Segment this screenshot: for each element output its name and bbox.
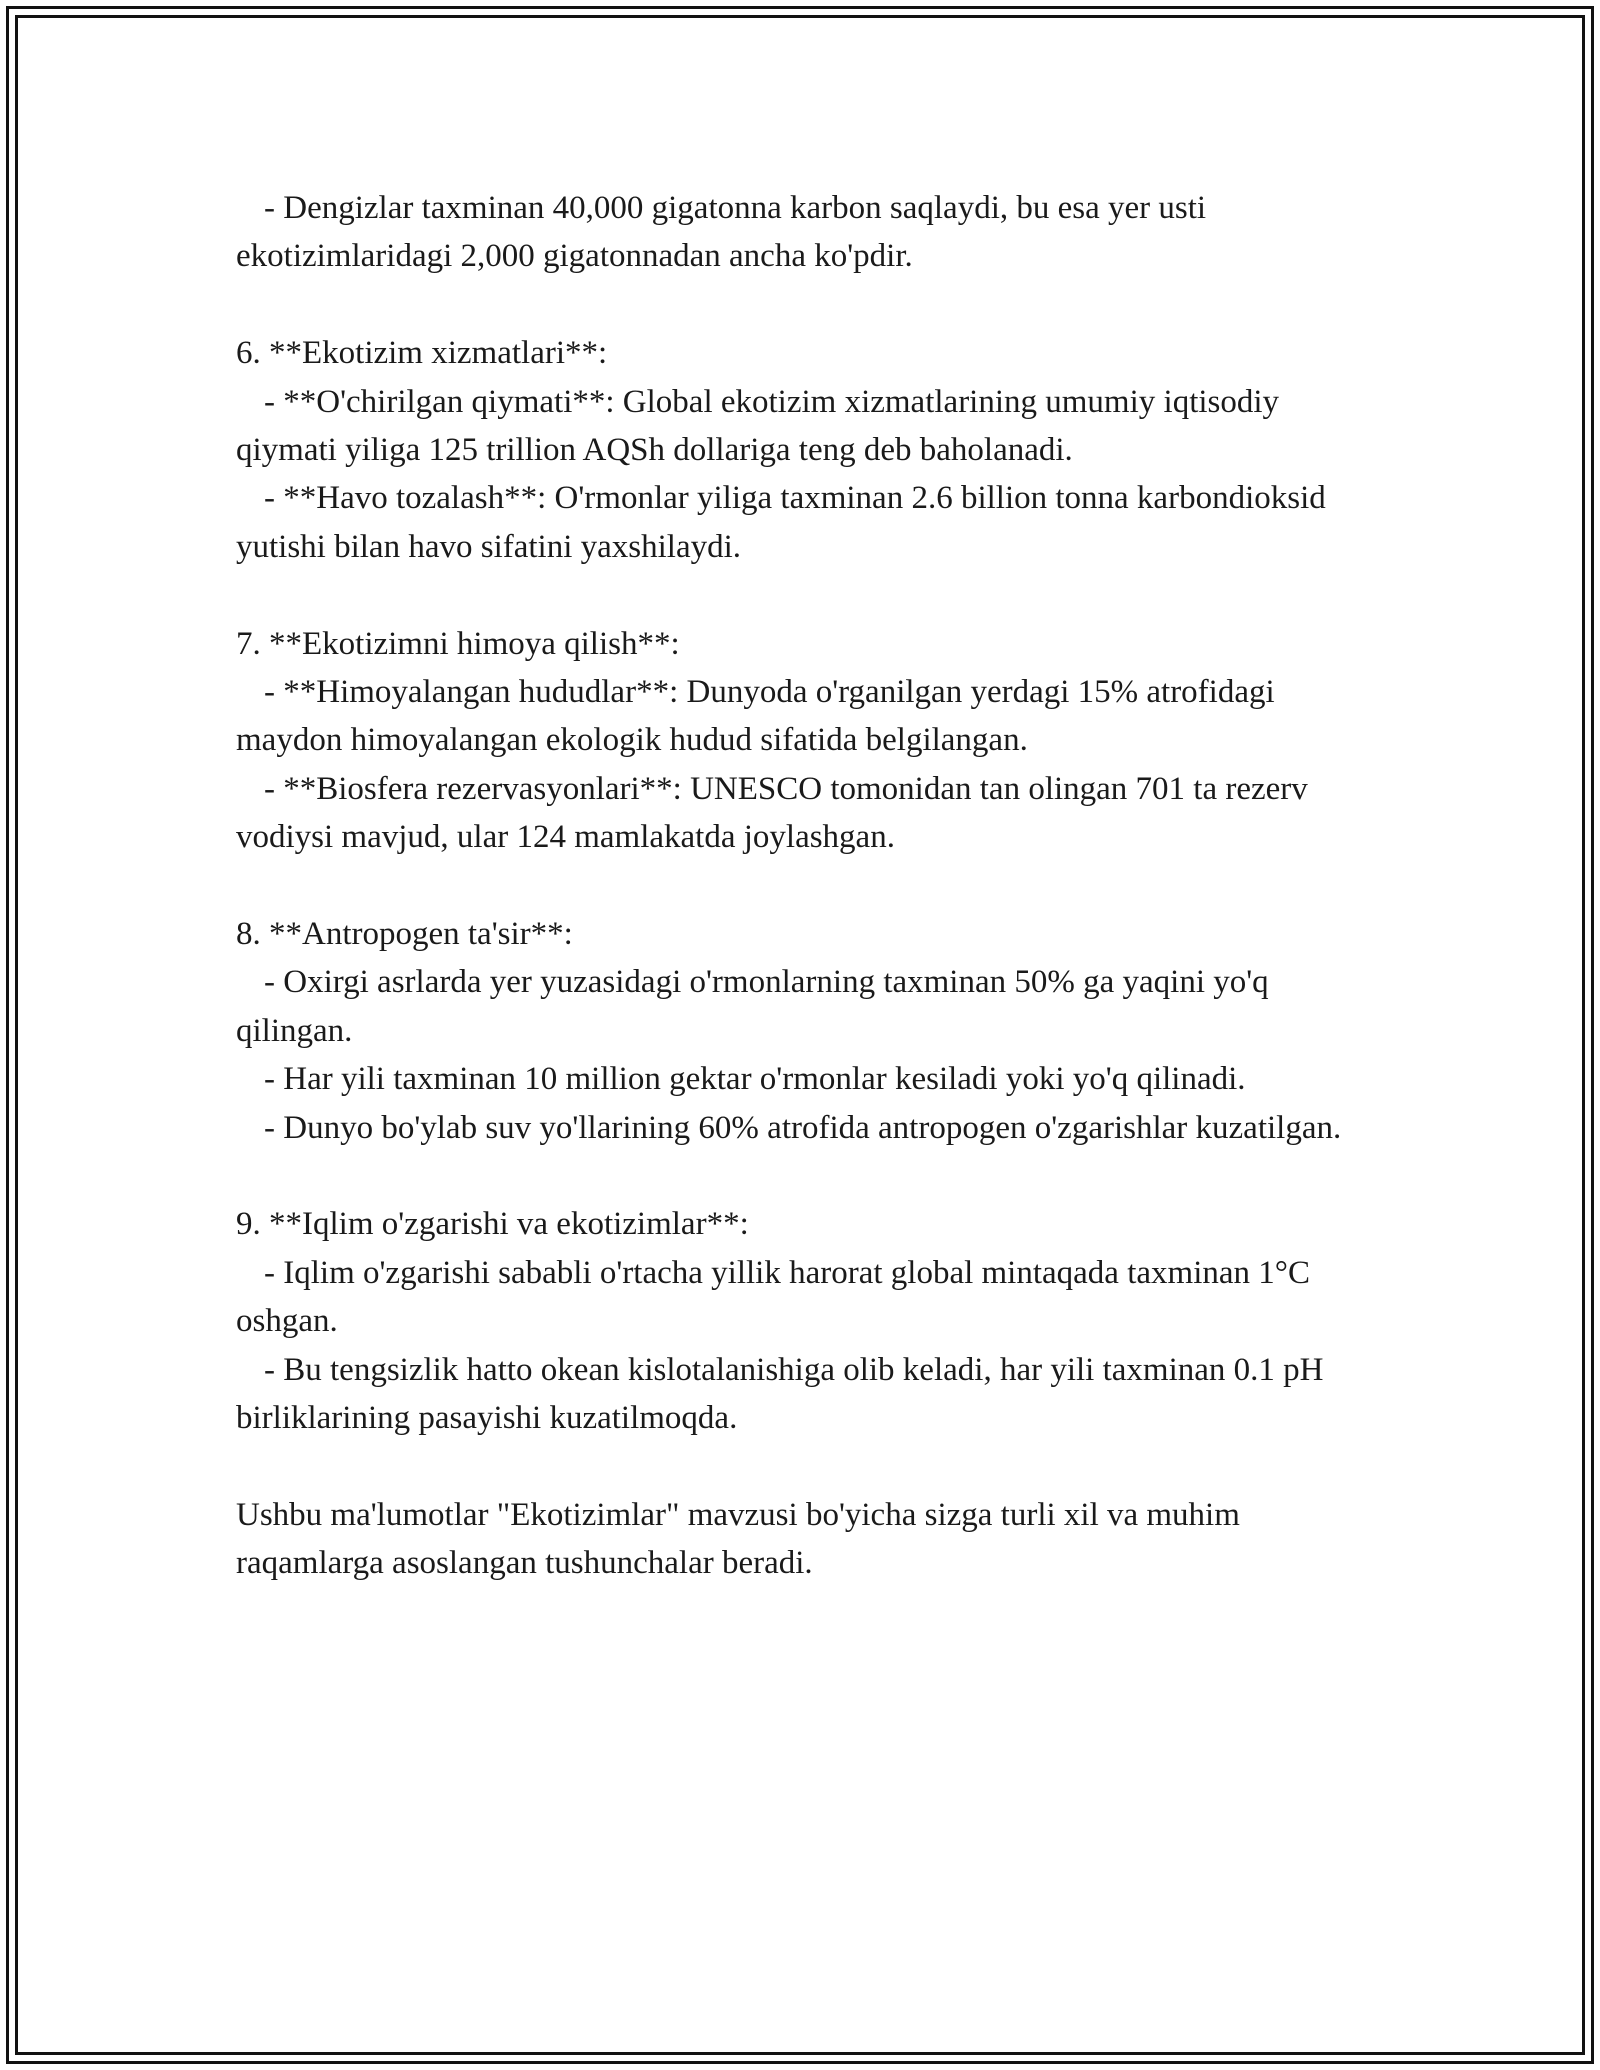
section-heading-climate-change: 9. **Iqlim o'zgarishi va ekotizimlar**: xyxy=(236,1206,749,1243)
section-heading-ecosystem-protection: 7. **Ekotizimni himoya qilish**: xyxy=(236,625,680,662)
paragraph-spacer xyxy=(236,571,1376,619)
conclusion-paragraph: Ushbu ma'lumotlar "Ekotizimlar" mavzusi bo'yicha sizga turli xil va muhim raqamlarga asoslangan tushunchalar beradi. xyxy=(236,1496,1249,1582)
list-item-forest-loss: - Oxirgi asrlarda yer yuzasidagi o'rmonlarning taxminan 50% ga yaqini yo'q qilingan. xyxy=(236,964,1277,1049)
section-heading-ecosystem-services: 6. **Ekotizim xizmatlari**: xyxy=(236,335,608,372)
paragraph-spacer xyxy=(236,1152,1376,1200)
paragraph-spacer xyxy=(236,862,1376,910)
list-item-temperature-rise: - Iqlim o'zgarishi sababli o'rtacha yillik harorat global mintaqada taxminan 1°C oshgan. xyxy=(236,1254,1319,1340)
list-item-ocean-acidification: - Bu tengsizlik hatto okean kislotalanishiga olib keladi, har yili taxminan 0.1 pH birliklarining pasayishi kuzatilmoqda. xyxy=(236,1351,1332,1437)
paragraph-spacer xyxy=(236,1443,1376,1491)
paragraph-spacer xyxy=(236,281,1376,329)
list-item-deforestation-rate: - Har yili taxminan 10 million gektar o'rmonlar kesiladi yoki yo'q qilinadi. xyxy=(264,1061,1246,1098)
list-item-protected-areas: - **Himoyalangan hududlar**: Dunyoda o'rganilgan yerdagi 15% atrofidagi maydon himoyalangan ekologik hudud sifatida belgilangan. xyxy=(236,674,1283,759)
list-item-economic-value: - **O'chirilgan qiymati**: Global ekotizim xizmatlarining umumiy iqtisodiy qiymati yiliga 125 trillion AQSh dollariga teng deb baholanadi. xyxy=(236,383,1288,469)
document-body xyxy=(236,184,1376,1588)
section-heading-anthropogenic-impact: 8. **Antropogen ta'sir**: xyxy=(236,916,573,953)
list-item-air-purification: - **Havo tozalash**: O'rmonlar yiliga taxminan 2.6 billion tonna karbondioksid yutishi bilan havo sifatini yaxshilaydi. xyxy=(236,480,1335,565)
paragraph-ocean-carbon: - Dengizlar taxminan 40,000 gigatonna karbon saqlaydi, bu esa yer usti ekotizimlaridagi 2,000 gigatonnadan ancha ko'pdir. xyxy=(236,190,1215,275)
list-item-biosphere-reserves: - **Biosfera rezervasyonlari**: UNESCO tomonidan tan olingan 701 ta rezerv vodiysi mavjud, ular 124 mamlakatda joylashgan. xyxy=(236,770,1317,856)
list-item-waterways-change: - Dunyo bo'ylab suv yo'llarining 60% atrofida antropogen o'zgarishlar kuzatilgan. xyxy=(264,1109,1342,1146)
